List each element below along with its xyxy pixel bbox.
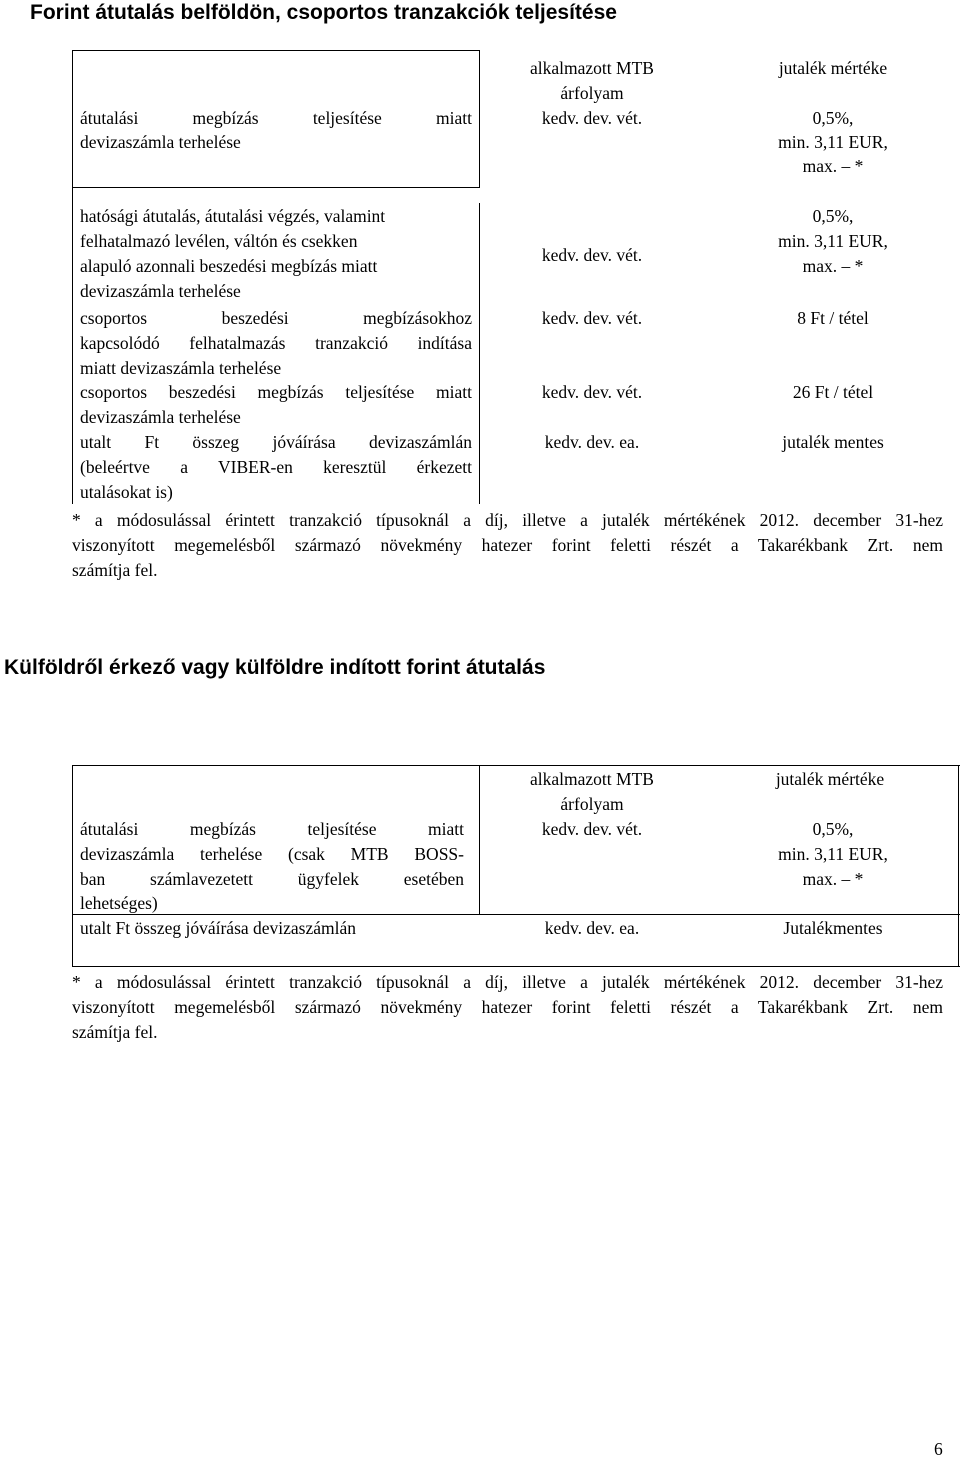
- table-divider: [479, 203, 480, 504]
- footnote-line: számítja fel.: [72, 1022, 158, 1042]
- table-row-divider: [72, 914, 960, 915]
- row-rate: kedv. dev. vét.: [541, 108, 643, 128]
- table-border-right: [958, 765, 959, 967]
- row-fee-line: jutalék mentes: [782, 432, 884, 452]
- row-fee-line: 8 Ft / tétel: [797, 308, 869, 328]
- row-fee-line: 26 Ft / tétel: [792, 382, 874, 402]
- row-desc-line: devizaszámla terhelése (csak MTB BOSS-: [80, 844, 464, 864]
- table-border-bottom: [72, 966, 960, 967]
- row-desc-line: devizaszámla terhelése: [80, 281, 241, 301]
- footnote-line: számítja fel.: [72, 560, 158, 580]
- row-desc-line: devizaszámla terhelése: [80, 132, 241, 152]
- row-desc-line: átutalási megbízás teljesítése miatt: [80, 819, 464, 839]
- row-desc-line: lehetséges): [80, 893, 158, 913]
- table-row-divider: [72, 187, 480, 188]
- footnote-line: * a módosulással érintett tranzakció típusoknál a díj, illetve a jutalék mértékének 2012. december 31-hez: [72, 510, 943, 530]
- row-fee-line: min. 3,11 EUR,: [778, 132, 888, 152]
- row-desc-line: hatósági átutalás, átutalási végzés, valamint: [80, 206, 386, 226]
- row-desc-line: utalásokat is): [80, 482, 173, 502]
- row-desc-line: utalt Ft összeg jóváírása devizaszámlán: [80, 918, 357, 938]
- row-fee-line: min. 3,11 EUR,: [778, 231, 888, 251]
- row-fee-line: max. – *: [802, 156, 864, 176]
- page-number: 6: [934, 1439, 943, 1459]
- table-border-top: [72, 765, 960, 766]
- row-desc-line: alapuló azonnali beszedési megbízás miatt: [80, 256, 378, 276]
- footnote-line: viszonyított megemelésből származó növekmény hatezer forint feletti részét a Takarékbank Zrt. nem: [72, 535, 943, 555]
- header-rate: alkalmazott MTB árfolyam: [530, 58, 654, 103]
- row-desc-line: utalt Ft összeg jóváírása devizaszámlán: [80, 432, 472, 452]
- row-rate: kedv. dev. ea.: [544, 432, 640, 452]
- row-desc-line: devizaszámla terhelése: [80, 407, 241, 427]
- row-desc-line: ban számlavezetett ügyfelek esetében: [80, 869, 464, 889]
- row-desc-line: kapcsolódó felhatalmazás tranzakció indítása: [80, 333, 472, 353]
- row-fee-line: Jutalékmentes: [783, 918, 883, 938]
- footnote-line: * a módosulással érintett tranzakció típusoknál a díj, illetve a jutalék mértékének 2012. december 31-hez: [72, 972, 943, 992]
- header-fee: jutalék mértéke: [775, 769, 885, 789]
- header-fee: jutalék mértéke: [778, 58, 888, 78]
- row-fee-line: min. 3,11 EUR,: [778, 844, 888, 864]
- row-desc-line: csoportos beszedési megbízásokhoz: [80, 308, 472, 328]
- section1-title: Forint átutalás belföldön, csoportos tranzakciók teljesítése: [30, 1, 617, 24]
- row-fee-line: 0,5%,: [812, 819, 854, 839]
- row-fee-line: max. – *: [802, 256, 864, 276]
- table-border-left: [72, 765, 73, 967]
- table-divider: [479, 50, 480, 188]
- row-desc-line: felhatalmazó levélen, váltón és csekken: [80, 231, 358, 251]
- header-rate: alkalmazott MTB árfolyam: [530, 769, 654, 814]
- row-desc-line: átutalási megbízás teljesítése miatt: [80, 108, 472, 128]
- row-desc-line: csoportos beszedési megbízás teljesítése miatt: [80, 382, 472, 402]
- table-border-top: [72, 50, 480, 51]
- row-rate: kedv. dev. vét.: [541, 245, 643, 265]
- row-rate: kedv. dev. vét.: [541, 382, 643, 402]
- row-rate: kedv. dev. ea.: [544, 918, 640, 938]
- row-desc-line: miatt devizaszámla terhelése: [80, 358, 282, 378]
- row-rate: kedv. dev. vét.: [541, 308, 643, 328]
- row-desc-line: (beleértve a VIBER-en keresztül érkezett: [80, 457, 472, 477]
- table-border-left: [72, 50, 73, 504]
- row-fee-line: 0,5%,: [812, 206, 854, 226]
- table-divider: [479, 765, 480, 915]
- row-rate: kedv. dev. vét.: [541, 819, 643, 839]
- row-fee-line: 0,5%,: [812, 108, 854, 128]
- section2-title: Külföldről érkező vagy külföldre indított forint átutalás: [4, 656, 546, 679]
- footnote-line: viszonyított megemelésből származó növekmény hatezer forint feletti részét a Takarékbank Zrt. nem: [72, 997, 943, 1017]
- row-fee-line: max. – *: [802, 869, 864, 889]
